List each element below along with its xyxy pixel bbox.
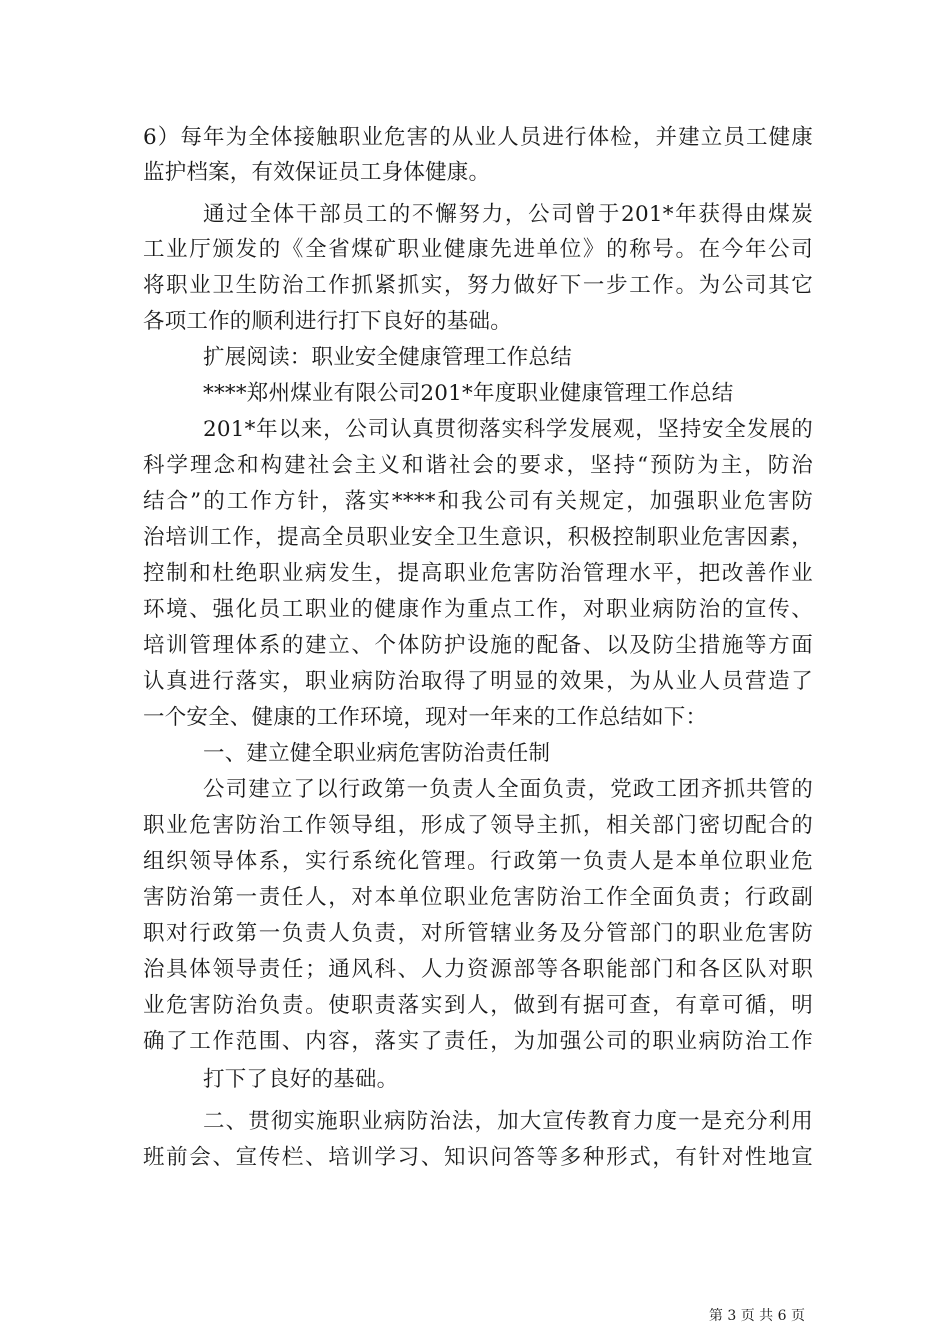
text-line: 控制和杜绝职业病发生，提高职业危害防治管理水平，把改善作业	[143, 561, 813, 586]
text-line: 环境、强化员工职业的健康作为重点工作，对职业病防治的宣传、	[143, 597, 813, 622]
text-line: 科学理念和构建社会主义和谐社会的要求，坚持“预防为主，防治	[143, 453, 813, 478]
text-line: 结合”的工作方针，落实****和我公司有关规定，加强职业危害防	[143, 489, 813, 514]
text-line: 认真进行落实，职业病防治取得了明显的效果，为从业人员营造了	[143, 669, 813, 694]
text-line: 职对行政第一负责人负责，对所管辖业务及分管部门的职业危害防	[143, 921, 813, 946]
text-line: 一个安全、健康的工作环境，现对一年来的工作总结如下：	[143, 705, 708, 730]
text-line: 打下了良好的基础。	[203, 1067, 399, 1092]
text-line: 害防治第一责任人，对本单位职业危害防治工作全面负责；行政副	[143, 885, 813, 910]
text-line: 通过全体干部员工的不懈努力，公司曾于201*年获得由煤炭	[203, 202, 813, 227]
text-line: 治培训工作，提高全员职业安全卫生意识，积极控制职业危害因素，	[143, 525, 813, 550]
text-line: 将职业卫生防治工作抓紧抓实，努力做好下一步工作。为公司其它	[143, 273, 813, 298]
page-number: 第 3 页 共 6 页	[708, 1308, 805, 1324]
text-line: 业危害防治负责。使职责落实到人，做到有据可查，有章可循，明	[143, 993, 813, 1018]
text-line: 治具体领导责任；通风科、人力资源部等各职能部门和各区队对职	[143, 957, 813, 982]
text-line: 组织领导体系，实行系统化管理。行政第一负责人是本单位职业危	[143, 849, 813, 874]
text-line: 工业厅颁发的《全省煤矿职业健康先进单位》的称号。在今年公司	[143, 237, 813, 262]
text-line: 公司建立了以行政第一负责人全面负责，党政工团齐抓共管的	[203, 777, 813, 802]
text-line: 6）每年为全体接触职业危害的从业人员进行体检，并建立员工健康	[143, 125, 813, 150]
text-line: 各项工作的顺利进行打下良好的基础。	[143, 309, 512, 334]
text-line: 班前会、宣传栏、培训学习、知识问答等多种形式，有针对性地宣	[143, 1145, 813, 1170]
text-line: 监护档案，有效保证员工身体健康。	[143, 160, 491, 185]
section-heading: 扩展阅读：职业安全健康管理工作总结	[203, 345, 572, 370]
text-line: 职业危害防治工作领导组，形成了领导主抓，相关部门密切配合的	[143, 813, 813, 838]
section-heading: 二、贯彻实施职业病防治法，加大宣传教育力度一是充分利用	[203, 1109, 813, 1134]
text-line: 201*年以来，公司认真贯彻落实科学发展观，坚持安全发展的	[203, 417, 813, 442]
section-heading: 一、建立健全职业病危害防治责任制	[203, 741, 551, 766]
document-title: ****郑州煤业有限公司201*年度职业健康管理工作总结	[203, 381, 734, 406]
text-line: 培训管理体系的建立、个体防护设施的配备、以及防尘措施等方面	[143, 633, 813, 658]
text-line: 确了工作范围、内容，落实了责任，为加强公司的职业病防治工作	[143, 1029, 813, 1054]
